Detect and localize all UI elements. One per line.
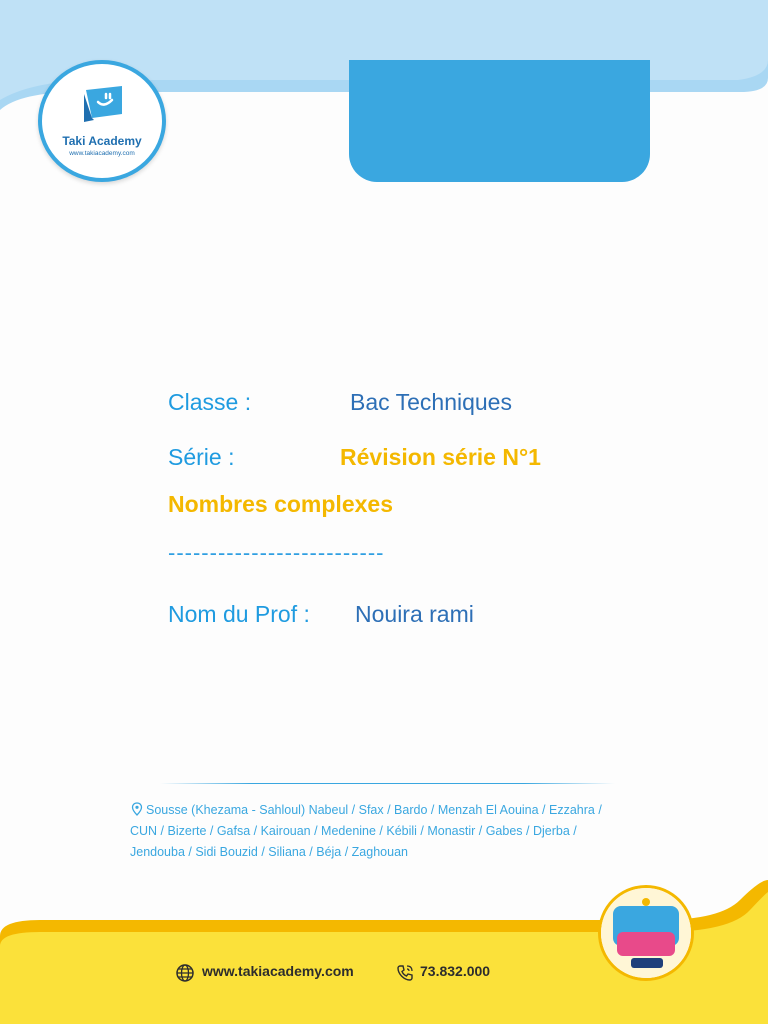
locations-text: Sousse (Khezama - Sahloul) Nabeul / Sfax / Bardo / Menzah El Aouina / Ezzahra / CUN / Bizerte / Gafsa / Kairouan / Medenine / Kébili / Monastir / Gabes / Djerba / Jendouba / Sidi Bouzid / Siliana / Béja / Zaghouan [130, 803, 602, 859]
logo-url: www.takiacademy.com [69, 150, 135, 157]
classe-label: Classe : [168, 389, 252, 415]
prof-label: Nom du Prof : [168, 601, 310, 627]
globe-icon [175, 963, 195, 983]
prof-value: Nouira rami [355, 601, 474, 627]
promo-badge-icon [598, 885, 694, 981]
map-pin-icon [130, 802, 144, 816]
serie-value: Révision série N°1 [340, 444, 541, 470]
badge-art [601, 888, 691, 978]
divider [160, 783, 615, 784]
separator-line: -------------------------- [168, 540, 385, 565]
classe-value: Bac Techniques [350, 389, 512, 415]
serie-label: Série : [168, 444, 235, 470]
locations-block [130, 800, 630, 863]
phone-icon [395, 963, 415, 983]
book-icon [82, 84, 128, 124]
footer-phone: 73.832.000 [420, 963, 491, 979]
taki-academy-logo [38, 60, 166, 182]
header-tab [349, 60, 650, 182]
logo-name: Taki Academy [62, 134, 142, 148]
footer-website[interactable]: www.takiacademy.com [202, 963, 354, 979]
subject-title: Nombres complexes [168, 491, 393, 517]
